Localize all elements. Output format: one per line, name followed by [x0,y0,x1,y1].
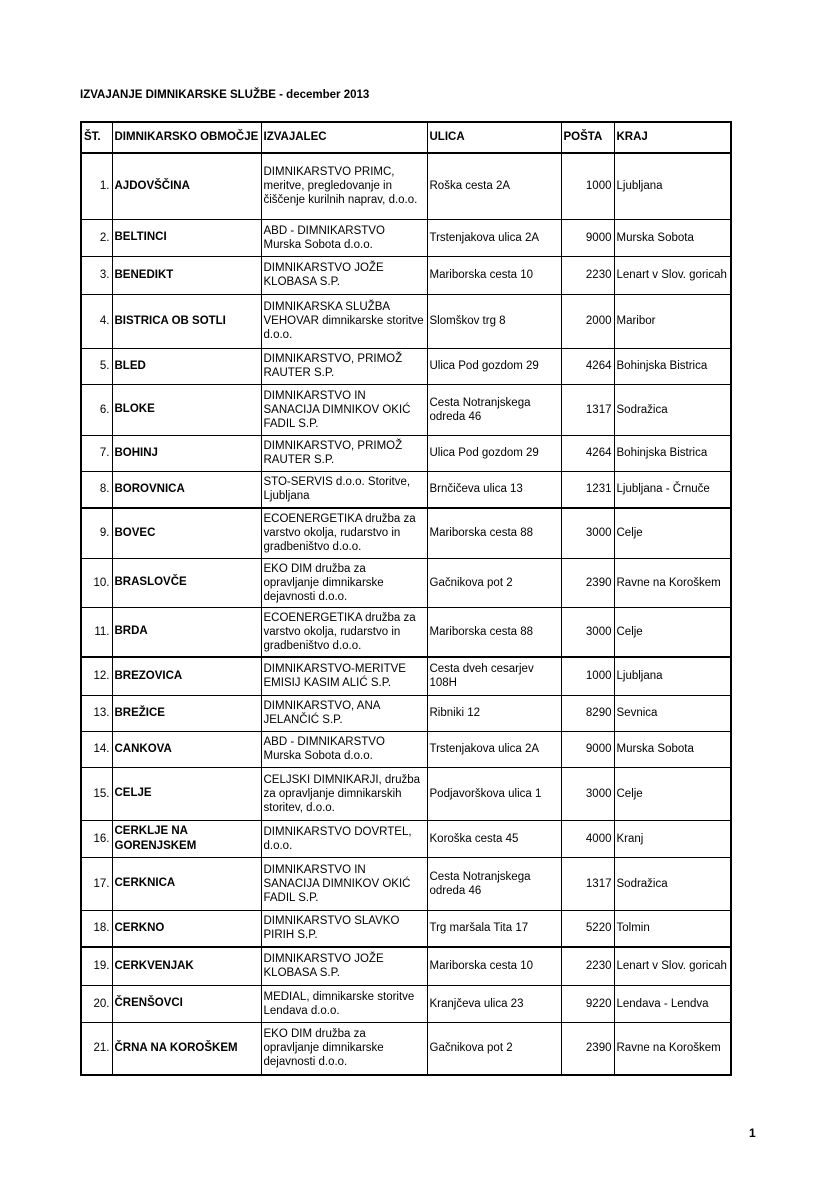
row-street: Podjavorškova ulica 1 [427,767,561,820]
row-town: Sodražica [614,857,731,910]
row-area: CANKOVA [112,731,261,767]
table-row [81,256,731,294]
table-row [81,348,731,384]
row-provider: DIMNIKARSTVO, PRIMOŽ RAUTER S.P. [261,435,427,471]
row-number: 13. [81,695,112,731]
row-post: 5220 [561,910,614,947]
header-street: ULICA [427,122,561,153]
row-provider: EKO DIM družba za opravljanje dimnikarske dejavnosti d.o.o. [261,558,427,607]
table-row [81,384,731,435]
row-number: 16. [81,820,112,857]
row-area: CELJE [112,767,261,820]
row-post: 4264 [561,348,614,384]
row-number: 6. [81,384,112,435]
row-town: Ljubljana - Črnuče [614,471,731,508]
table-header-row [81,122,731,153]
row-number: 15. [81,767,112,820]
header-provider: IZVAJALEC [261,122,427,153]
row-street: Ulica Pod gozdom 29 [427,435,561,471]
row-provider: DIMNIKARSTVO-MERITVE EMISIJ KASIM ALIĆ S.P. [261,657,427,695]
row-number: 10. [81,558,112,607]
row-town: Celje [614,607,731,657]
row-provider: DIMNIKARSTVO JOŽE KLOBASA S.P. [261,256,427,294]
row-street: Kranjčeva ulica 23 [427,985,561,1022]
row-post: 1000 [561,153,614,219]
row-provider: CELJSKI DIMNIKARJI, družba za opravljanje dimnikarskih storitev, d.o.o. [261,767,427,820]
table-row [81,508,731,558]
row-provider: EKO DIM družba za opravljanje dimnikarske dejavnosti d.o.o. [261,1022,427,1075]
row-number: 18. [81,910,112,947]
row-provider: ABD - DIMNIKARSTVO Murska Sobota d.o.o. [261,219,427,256]
row-area: BENEDIKT [112,256,261,294]
row-town: Ravne na Koroškem [614,558,731,607]
row-post: 2230 [561,256,614,294]
header-area: DIMNIKARSKO OBMOČJE [112,122,261,153]
row-town: Kranj [614,820,731,857]
table-row [81,767,731,820]
row-street: Mariborska cesta 88 [427,508,561,558]
row-post: 9220 [561,985,614,1022]
row-town: Lendava - Lendva [614,985,731,1022]
row-town: Sodražica [614,384,731,435]
row-street: Trg maršala Tita 17 [427,910,561,947]
row-provider: MEDIAL, dimnikarske storitve Lendava d.o.o. [261,985,427,1022]
row-provider: DIMNIKARSTVO IN SANACIJA DIMNIKOV OKIĆ FADIL S.P. [261,384,427,435]
row-area: BELTINCI [112,219,261,256]
row-number: 20. [81,985,112,1022]
header-town: KRAJ [614,122,731,153]
row-provider: STO-SERVIS d.o.o. Storitve, Ljubljana [261,471,427,508]
row-number: 3. [81,256,112,294]
row-street: Gačnikova pot 2 [427,1022,561,1075]
row-number: 4. [81,294,112,348]
row-town: Maribor [614,294,731,348]
row-area: BRDA [112,607,261,657]
row-post: 8290 [561,695,614,731]
row-provider: ECOENERGETIKA družba za varstvo okolja, rudarstvo in gradbeništvo d.o.o. [261,607,427,657]
row-town: Bohinjska Bistrica [614,435,731,471]
row-number: 8. [81,471,112,508]
row-provider: DIMNIKARSTVO SLAVKO PIRIH S.P. [261,910,427,947]
row-area: BLOKE [112,384,261,435]
table-row [81,910,731,947]
row-provider: DIMNIKARSTVO, ANA JELANČIĆ S.P. [261,695,427,731]
table-row [81,731,731,767]
row-provider: DIMNIKARSTVO DOVRTEL, d.o.o. [261,820,427,857]
row-post: 1000 [561,657,614,695]
row-area: BREŽICE [112,695,261,731]
row-street: Mariborska cesta 88 [427,607,561,657]
row-provider: DIMNIKARSTVO JOŽE KLOBASA S.P. [261,947,427,985]
row-provider: DIMNIKARSKA SLUŽBA VEHOVAR dimnikarske storitve d.o.o. [261,294,427,348]
row-town: Ljubljana [614,153,731,219]
table-row [81,820,731,857]
row-town: Lenart v Slov. goricah [614,256,731,294]
row-street: Brnčičeva ulica 13 [427,471,561,508]
row-post: 1317 [561,857,614,910]
table-row [81,607,731,657]
table-row [81,857,731,910]
row-area: BOVEC [112,508,261,558]
row-town: Lenart v Slov. goricah [614,947,731,985]
row-number: 21. [81,1022,112,1075]
row-post: 1317 [561,384,614,435]
table-row [81,558,731,607]
row-street: Cesta Notranjskega odreda 46 [427,384,561,435]
row-town: Tolmin [614,910,731,947]
row-post: 3000 [561,767,614,820]
row-provider: DIMNIKARSTVO, PRIMOŽ RAUTER S.P. [261,348,427,384]
row-post: 9000 [561,731,614,767]
table-row [81,657,731,695]
row-number: 1. [81,153,112,219]
row-post: 3000 [561,508,614,558]
row-town: Murska Sobota [614,219,731,256]
row-street: Mariborska cesta 10 [427,947,561,985]
row-town: Celje [614,508,731,558]
row-town: Sevnica [614,695,731,731]
row-provider: DIMNIKARSTVO PRIMC, meritve, pregledovanje in čiščenje kurilnih naprav, d.o.o. [261,153,427,219]
row-area: BLED [112,348,261,384]
row-area: ČRENŠOVCI [112,985,261,1022]
row-town: Ravne na Koroškem [614,1022,731,1075]
row-number: 17. [81,857,112,910]
row-provider: ABD - DIMNIKARSTVO Murska Sobota d.o.o. [261,731,427,767]
table-row [81,219,731,256]
row-area: BOHINJ [112,435,261,471]
row-street: Cesta Notranjskega odreda 46 [427,857,561,910]
row-number: 5. [81,348,112,384]
row-town: Celje [614,767,731,820]
row-provider: DIMNIKARSTVO IN SANACIJA DIMNIKOV OKIĆ FADIL S.P. [261,857,427,910]
row-post: 2390 [561,1022,614,1075]
table-row [81,1022,731,1075]
table-row [81,985,731,1022]
row-number: 12. [81,657,112,695]
row-area: CERKNO [112,910,261,947]
row-street: Slomškov trg 8 [427,294,561,348]
row-number: 9. [81,508,112,558]
row-post: 1231 [561,471,614,508]
row-street: Koroška cesta 45 [427,820,561,857]
row-post: 4000 [561,820,614,857]
chimney-service-table [80,121,732,1076]
table-row [81,153,731,219]
row-area: CERKLJE NA GORENJSKEM [112,820,261,857]
row-area: CERKVENJAK [112,947,261,985]
row-area: AJDOVŠČINA [112,153,261,219]
header-number: ŠT. [81,122,112,153]
row-post: 2000 [561,294,614,348]
row-street: Trstenjakova ulica 2A [427,731,561,767]
row-street: Ribniki 12 [427,695,561,731]
table-row [81,947,731,985]
header-post: POŠTA [561,122,614,153]
table-row [81,695,731,731]
row-street: Trstenjakova ulica 2A [427,219,561,256]
row-area: BISTRICA OB SOTLI [112,294,261,348]
document-title: IZVAJANJE DIMNIKARSKE SLUŽBE - december 2013 [80,89,370,101]
row-street: Ulica Pod gozdom 29 [427,348,561,384]
row-street: Cesta dveh cesarjev 108H [427,657,561,695]
row-town: Ljubljana [614,657,731,695]
row-number: 14. [81,731,112,767]
row-town: Bohinjska Bistrica [614,348,731,384]
row-post: 4264 [561,435,614,471]
table-row [81,294,731,348]
row-area: CERKNICA [112,857,261,910]
row-street: Mariborska cesta 10 [427,256,561,294]
table-row [81,471,731,508]
table-body [81,153,731,1075]
row-number: 2. [81,219,112,256]
row-number: 7. [81,435,112,471]
row-post: 3000 [561,607,614,657]
row-provider: ECOENERGETIKA družba za varstvo okolja, rudarstvo in gradbeništvo d.o.o. [261,508,427,558]
row-post: 2230 [561,947,614,985]
row-area: BOROVNICA [112,471,261,508]
row-post: 2390 [561,558,614,607]
row-number: 19. [81,947,112,985]
row-town: Murska Sobota [614,731,731,767]
table-row [81,435,731,471]
row-number: 11. [81,607,112,657]
row-area: BREZOVICA [112,657,261,695]
row-street: Gačnikova pot 2 [427,558,561,607]
row-street: Roška cesta 2A [427,153,561,219]
row-area: ČRNA NA KOROŠKEM [112,1022,261,1075]
row-area: BRASLOVČE [112,558,261,607]
row-post: 9000 [561,219,614,256]
page-number: 1 [749,1126,756,1140]
